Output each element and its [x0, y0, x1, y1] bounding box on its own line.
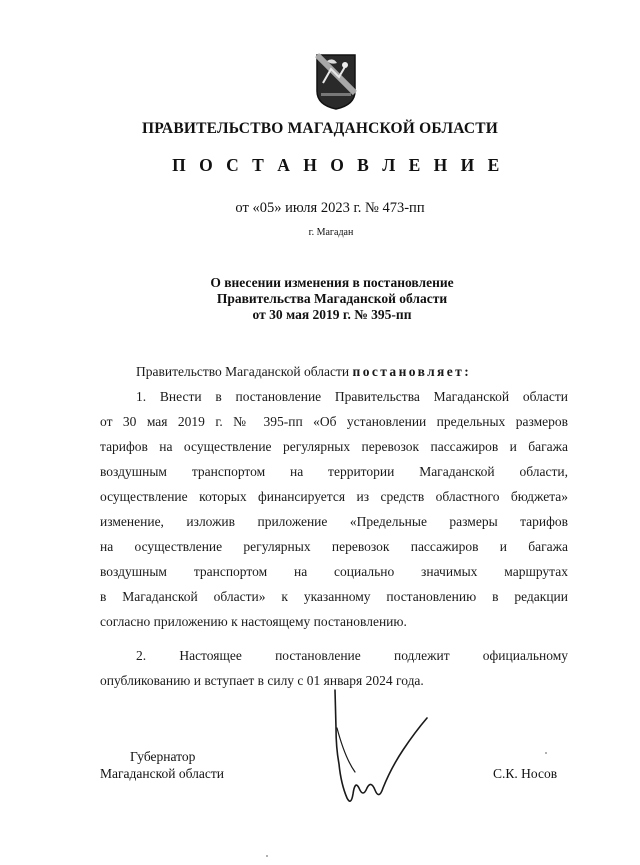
paragraph-2 — [100, 643, 568, 693]
paragraph-line: в Магаданской области» к указанному постановлению в редакции — [100, 589, 568, 604]
subject-line: от 30 мая 2019 г. № 395-пп — [252, 307, 412, 322]
paragraph-line: воздушным транспортом на социально значимых маршрутах — [100, 564, 568, 579]
government-title: ПРАВИТЕЛЬСТВО МАГАДАНСКОЙ ОБЛАСТИ — [141, 120, 499, 137]
intro-verb: постановляет: — [352, 364, 472, 379]
paragraph-line: опубликованию и вступает в силу с 01 января 2024 года. — [100, 673, 424, 688]
paragraph-line: 2. Настоящее постановление подлежит официальному — [136, 648, 568, 663]
document-city: г. Магадан — [308, 227, 354, 238]
coat-of-arms-icon — [315, 53, 357, 111]
paragraph-line: осуществление которых финансируется из средств областного бюджета» — [100, 489, 568, 504]
signatory-name: С.К. Носов — [493, 766, 558, 781]
resolution-intro — [136, 364, 471, 380]
handwritten-signature — [325, 688, 435, 808]
signatory-position — [100, 748, 224, 782]
paragraph-line: от 30 мая 2019 г. № 395-пп «Об установлении предельных размеров — [100, 414, 568, 429]
paragraph-line: тарифов на осуществление регулярных перевозок пассажиров и багажа — [100, 439, 568, 454]
document-type-heading: П О С Т А Н О В Л Е Н И Е — [172, 155, 504, 175]
paragraph-line: 1. Внести в постановление Правительства Магаданской области — [136, 389, 568, 404]
scan-speck — [266, 855, 268, 857]
paragraph-line: воздушным транспортом на территории Магаданской области, — [100, 464, 568, 479]
document-subject — [0, 275, 640, 323]
scan-speck — [545, 752, 547, 754]
subject-line: О внесении изменения в постановление — [210, 275, 454, 290]
paragraph-line: на осуществление регулярных перевозок пассажиров и багажа — [100, 539, 568, 554]
intro-lead: Правительство Магаданской области — [136, 364, 353, 379]
document-date-number: от «05» июля 2023 г. № 473-пп — [235, 200, 425, 216]
position-line: Губернатор — [130, 749, 196, 764]
paragraph-line: изменение, изложив приложение «Предельные размеры тарифов — [100, 514, 568, 529]
subject-line: Правительства Магаданской области — [216, 291, 448, 306]
paragraph-line: согласно приложению к настоящему постановлению. — [100, 614, 407, 629]
position-line: Магаданской области — [100, 766, 224, 781]
paragraph-1 — [100, 384, 568, 634]
